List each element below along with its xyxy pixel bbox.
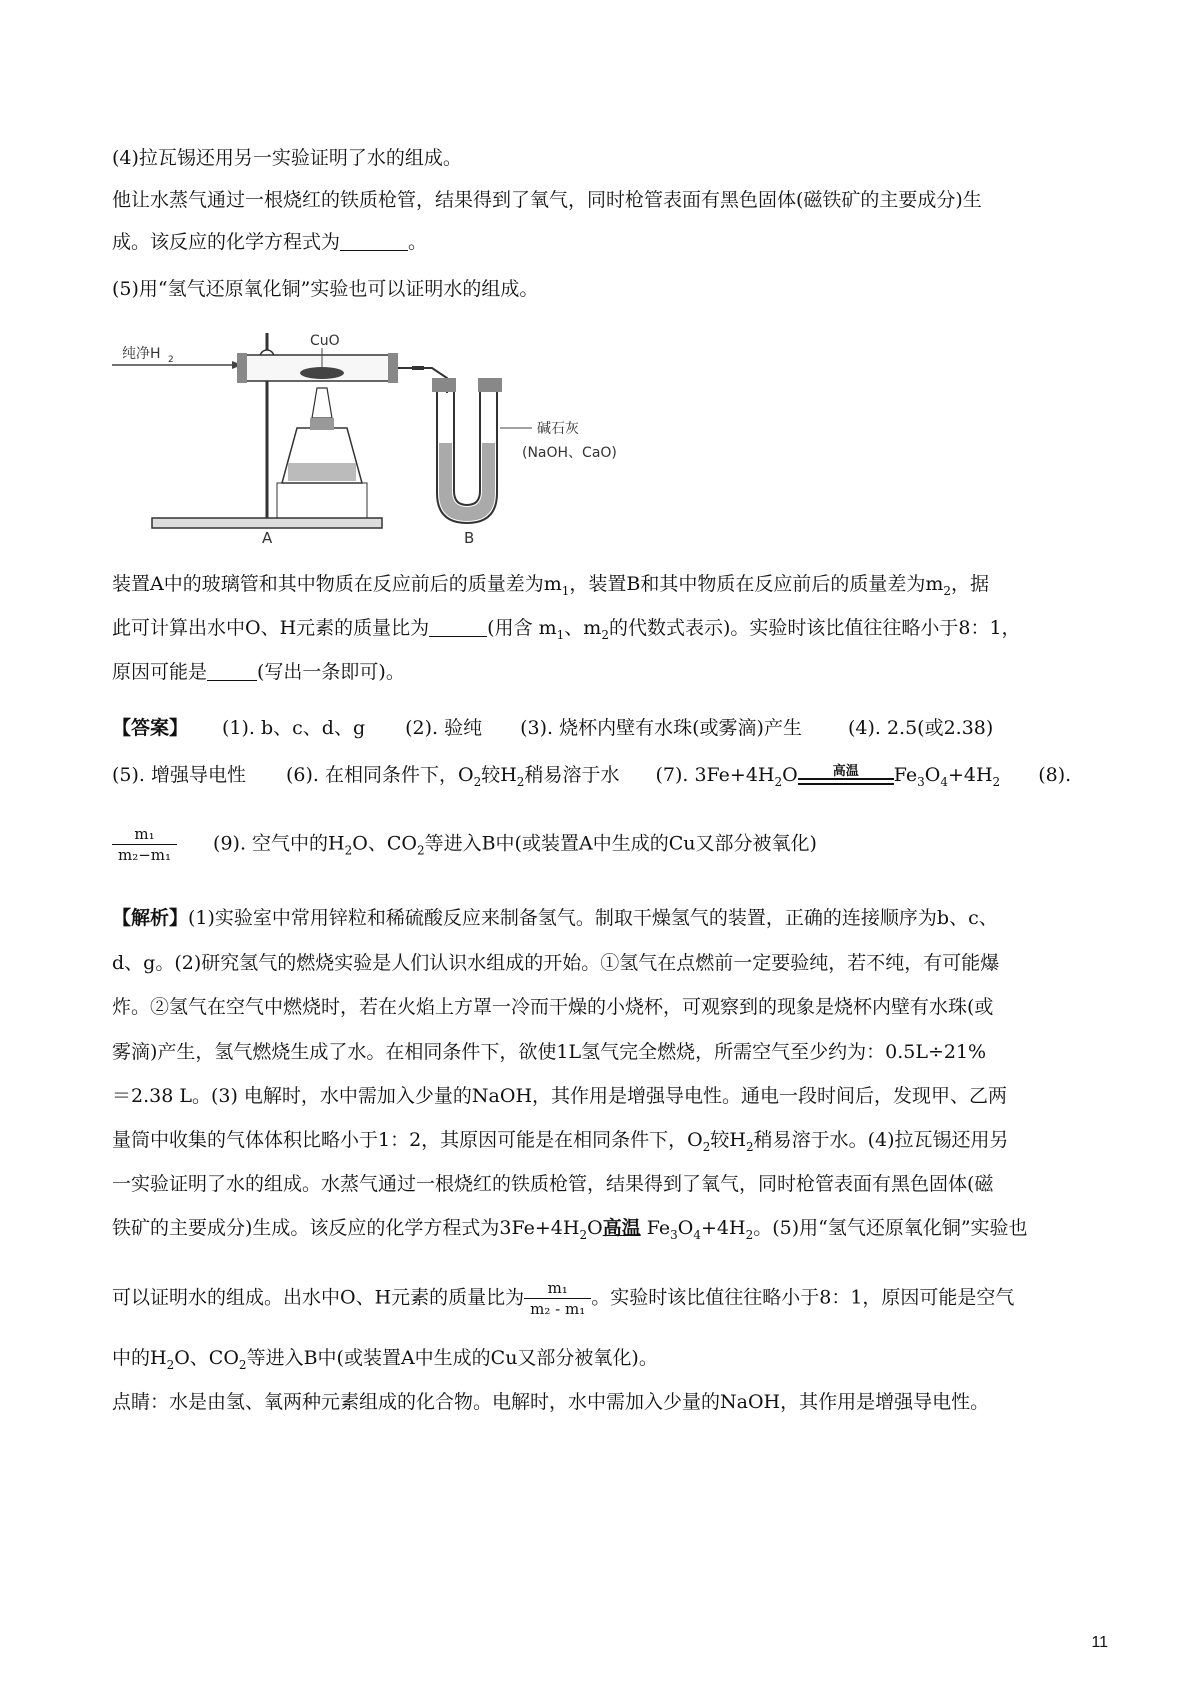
sub-2: 2 <box>344 843 353 858</box>
answer-8-fraction <box>112 824 177 865</box>
label-lime-formula: (NaOH、CaO) <box>522 445 617 461</box>
sub-2: 2 <box>166 1357 175 1372</box>
u-tube-inner <box>454 391 480 505</box>
page-number: 11 <box>1091 1634 1108 1651</box>
stand-base <box>152 518 382 528</box>
fraction-numerator: m₁ <box>134 825 155 843</box>
lamp-support <box>277 483 367 518</box>
apparatus-diagram <box>112 333 672 548</box>
flame <box>312 388 332 418</box>
analysis-9-b: 。实验时该比值往往略小于8：1，原因可能是空气 <box>591 1286 1015 1309</box>
q5-title: (5)用“氢气还原氧化铜”实验也可以证明水的组成。 <box>112 278 539 300</box>
lamp-wick-holder <box>310 418 334 430</box>
analysis-8-d: O <box>677 1217 694 1239</box>
q5-line-1-a: 装置A中的玻璃管和其中物质在反应前后的质量差为m <box>112 573 562 595</box>
q4-line-2-text: 成。该反应的化学方程式为 <box>112 231 341 253</box>
cuo-sample <box>300 367 344 379</box>
answer-5: (5). 增强导电性 <box>112 764 246 786</box>
answer-7-b: O <box>782 764 798 786</box>
q4-line-1: 他让水蒸气通过一根烧红的铁质枪管，结果得到了氧气，同时枪管表面有黑色固体(磁铁矿的主要成分)生 <box>112 189 982 211</box>
q5-line-3 <box>112 660 405 684</box>
answer-6-b: 较H <box>481 764 517 786</box>
sub-2: 2 <box>702 1139 711 1154</box>
reaction-condition <box>798 762 894 790</box>
answer-blank <box>429 618 487 637</box>
answer-7-d: O <box>924 764 941 786</box>
sub-2: 2 <box>473 774 482 789</box>
q5-line-1-b: ，装置B和其中物质在反应前后的质量差为m <box>569 573 944 595</box>
q4-title: (4)拉瓦锡还用另一实验证明了水的组成。 <box>112 147 462 169</box>
label-b: B <box>464 529 475 547</box>
q5-line-2-d: 的代数式表示)。实验时该比值往往略小于8：1， <box>608 617 1021 639</box>
label-lime: 碱石灰 <box>537 421 579 437</box>
sub-2: 2 <box>238 1357 247 1372</box>
q5-line-1 <box>112 572 989 603</box>
lamp-fuel <box>288 463 356 481</box>
analysis-fraction <box>524 1278 591 1319</box>
fraction-denominator: m₂ - m₁ <box>530 1300 586 1318</box>
answer-blank <box>207 662 257 681</box>
label-cuo: CuO <box>310 333 340 349</box>
answer-8: (8). <box>1038 764 1072 786</box>
answer-7-e: +4H <box>947 764 993 786</box>
q4-line-2 <box>112 230 427 254</box>
q4-line-2-end: 。 <box>408 231 428 253</box>
analysis-line-1 <box>112 906 998 930</box>
analysis-text-1: (1)实验室中常用锌粒和稀硫酸反应来制备氢气。制取干燥氢气的装置，正确的连接顺序为b、c、 <box>188 907 998 929</box>
sub-2: 2 <box>601 627 609 642</box>
analysis-line-5: ＝2.38 L。(3) 电解时，水中需加入少量的NaOH，其作用是增强导电性。通电一段时间后，发现甲、乙两 <box>112 1085 1008 1107</box>
answer-line-2 <box>112 762 1071 794</box>
analysis-line-8 <box>112 1216 1028 1247</box>
sub-3: 3 <box>670 1227 678 1242</box>
sub-2: 2 <box>579 1227 588 1242</box>
analysis-6-c: 稍易溶于水。(4)拉瓦锡还用另 <box>753 1129 1009 1151</box>
answer-4: (4). 2.5(或2.38) <box>847 717 994 739</box>
answer-3: (3). 烧杯内壁有水珠(或雾滴)产生 <box>520 717 802 739</box>
q5-line-1-c: ，据 <box>951 573 990 595</box>
sub-3: 3 <box>917 774 925 789</box>
fraction-numerator: m₁ <box>547 1279 568 1297</box>
sub-2: 2 <box>943 583 952 598</box>
answer-blank <box>340 232 408 251</box>
answer-9-a: (9). 空气中的H <box>213 832 345 855</box>
analysis-8-f: 。(5)用“氢气还原氧化铜”实验也 <box>753 1217 1028 1239</box>
analysis-9-a: 可以证明水的组成。出水中O、H元素的质量比为 <box>112 1286 525 1309</box>
sub-4: 4 <box>693 1227 701 1242</box>
analysis-line-9 <box>112 1278 1014 1319</box>
answer-7-c: Fe <box>893 764 918 786</box>
q5-line-2-c: 、m <box>564 617 602 639</box>
u-tube-stopper-left <box>432 378 456 392</box>
q5-line-3-a: 原因可能是 <box>112 661 208 683</box>
label-h2-sub: 2 <box>168 355 174 365</box>
note-line: 点睛：水是由氢、氧两种元素组成的化合物。电解时，水中需加入少量的NaOH，其作用是增强导电性。 <box>112 1391 990 1413</box>
analysis-line-7: 一实验证明了水的组成。水蒸气通过一根烧红的铁质枪管，结果得到了氧气，同时枪管表面有黑色固体(磁 <box>112 1173 994 1195</box>
analysis-line-2: d、g。(2)研究氢气的燃烧实验是人们认识水组成的开始。①氢气在点燃前一定要验纯，若不纯，有可能爆 <box>112 952 1000 974</box>
sub-2: 2 <box>416 843 425 858</box>
analysis-line-4: 雾滴)产生，氢气燃烧生成了水。在相同条件下，欲使1L氢气完全燃烧，所需空气至少约为：0.5L÷21% <box>112 1041 987 1063</box>
sub-2: 2 <box>992 774 1001 789</box>
q5-line-2 <box>112 616 1021 647</box>
analysis-6-a: 量筒中收集的气体体积比略小于1：2，其原因可能是在相同条件下，O <box>112 1129 703 1151</box>
sub-1: 1 <box>556 627 565 642</box>
sub-1: 1 <box>561 583 570 598</box>
condition-text: 高温 <box>832 764 859 779</box>
analysis-8-a: 铁矿的主要成分)生成。该反应的化学方程式为3Fe+4H <box>112 1217 580 1239</box>
analysis-condition: 高温 <box>602 1217 641 1239</box>
tube-stopper-left <box>237 353 247 383</box>
analysis-line-6 <box>112 1128 1009 1159</box>
label-a: A <box>262 529 273 547</box>
analysis-10-a: 中的H <box>112 1347 167 1369</box>
answer-1: (1). b、c、d、g <box>222 717 366 739</box>
analysis-line-3: 炸。②氢气在空气中燃烧时，若在火焰上方罩一冷而干燥的小烧杯，可观察到的现象是烧杯内壁有水珠(或 <box>112 996 994 1018</box>
q5-line-2-b: (用含 m <box>487 617 557 639</box>
analysis-10-c: 等进入B中(或装置A中生成的Cu又部分被氧化)。 <box>246 1347 658 1369</box>
analysis-6-b: 较H <box>710 1129 746 1151</box>
answer-6-c: 稍易溶于水 <box>524 764 620 786</box>
analysis-8-b: O <box>587 1217 603 1239</box>
analysis-10-b: O、CO <box>174 1347 239 1369</box>
analysis-line-10 <box>112 1346 658 1377</box>
sub-2: 2 <box>745 1227 754 1242</box>
answer-line-3 <box>112 824 817 865</box>
answer-tag: 【答案】 <box>112 717 189 739</box>
q5-line-3-b: (写出一条即可)。 <box>257 661 405 683</box>
answer-2: (2). 验纯 <box>405 717 483 739</box>
analysis-tag: 【解析】 <box>112 907 189 929</box>
answer-7-a: (7). 3Fe+4H <box>655 764 775 786</box>
answer-9-b: O、CO <box>352 832 417 855</box>
answer-9-c: 等进入B中(或装置A中生成的Cu又部分被氧化) <box>424 832 817 855</box>
sub-2: 2 <box>774 774 783 789</box>
analysis-8-e: +4H <box>701 1217 746 1239</box>
sub-2: 2 <box>516 774 525 789</box>
label-h2: 纯净H <box>122 346 161 362</box>
fraction-denominator: m₂−m₁ <box>118 846 172 864</box>
tube-stopper-right <box>388 353 398 383</box>
sub-2: 2 <box>745 1139 754 1154</box>
answer-6-a: (6). 在相同条件下，O <box>286 764 474 786</box>
sub-4: 4 <box>940 774 948 789</box>
u-tube-stopper-right <box>478 378 502 392</box>
analysis-8-c: Fe <box>640 1217 671 1239</box>
answer-line-1 <box>112 716 993 740</box>
soda-lime <box>439 443 495 521</box>
q5-line-2-a: 此可计算出水中O、H元素的质量比为 <box>112 617 430 639</box>
